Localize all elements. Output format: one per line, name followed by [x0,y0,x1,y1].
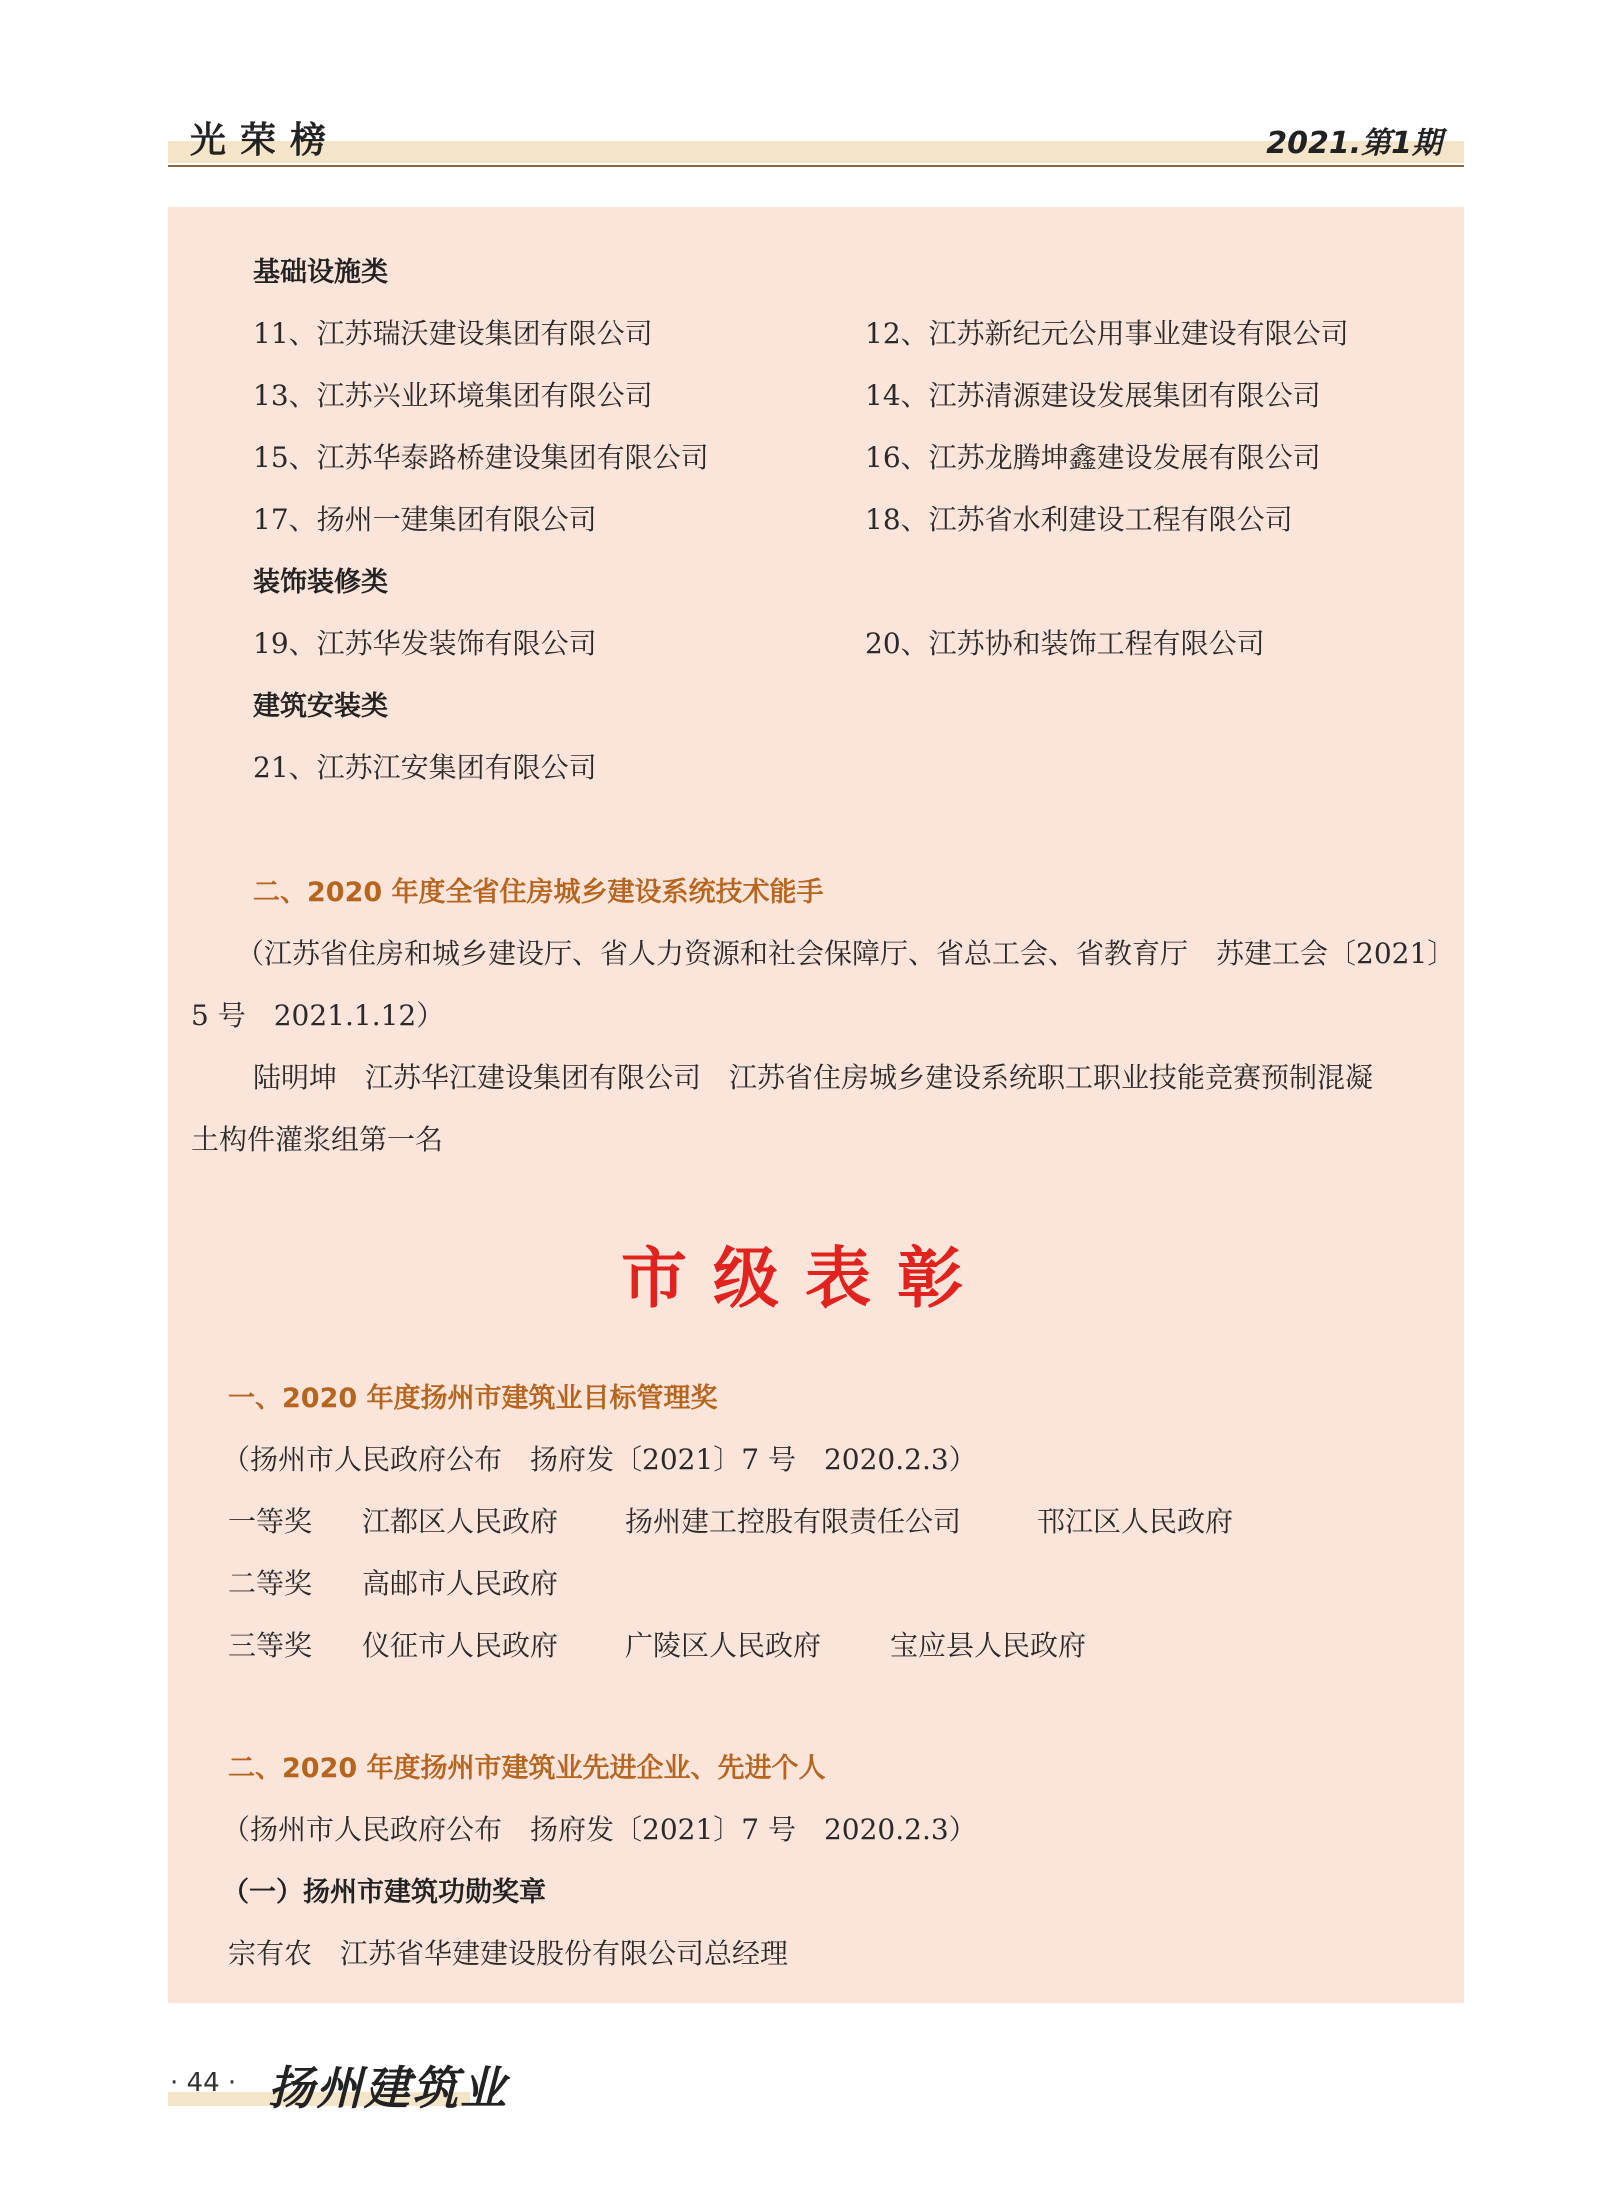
winner-entry-cont: 土构件灌浆组第一名 [191,1123,444,1156]
award-level-second: 二等奖 [228,1567,313,1600]
list-item: 17、扬州一建集团有限公司 [253,503,597,536]
award-level-first: 一等奖 [228,1505,313,1538]
content-panel [168,207,1464,2003]
section-heading-city-2: 二、2020 年度扬州市建筑业先进企业、先进个人 [228,1753,826,1784]
awardee: 江都区人民政府 [362,1505,559,1538]
category-decoration: 装饰装修类 [253,567,388,598]
awardee: 高邮市人民政府 [362,1567,559,1600]
list-item: 14、江苏清源建设发展集团有限公司 [865,379,1321,412]
section-heading-city-1: 一、2020 年度扬州市建筑业目标管理奖 [228,1383,718,1414]
list-item: 18、江苏省水利建设工程有限公司 [865,503,1293,536]
header-rule [168,165,1464,167]
awardee: 扬州建工控股有限责任公司 [625,1505,962,1538]
list-item: 20、江苏协和装饰工程有限公司 [865,627,1265,660]
list-item: 12、江苏新纪元公用事业建设有限公司 [865,317,1349,350]
winner-entry: 陆明坤 江苏华江建设集团有限公司 江苏省住房城乡建设系统职工职业技能竞赛预制混凝 [253,1061,1374,1094]
section-title: 光荣榜 [190,120,341,161]
source-citation: （江苏省住房和城乡建设厅、省人力资源和社会保障厅、省总工会、省教育厅 苏建工会〔2021〕 [236,937,1456,970]
awardee: 广陵区人民政府 [625,1629,822,1662]
list-item: 11、江苏瑞沃建设集团有限公司 [253,317,653,350]
source-citation-cont: 5 号 2021.1.12） [191,999,445,1032]
award-level-third: 三等奖 [228,1629,313,1662]
subsection-heading: （一）扬州市建筑功勋奖章 [222,1877,546,1908]
section-heading-provincial-2: 二、2020 年度全省住房城乡建设系统技术能手 [253,877,824,908]
list-item: 21、江苏江安集团有限公司 [253,751,597,784]
awardee: 仪征市人民政府 [362,1629,559,1662]
page-number: · 44 · [170,2068,237,2098]
list-item: 16、江苏龙腾坤鑫建设发展有限公司 [865,441,1321,474]
category-installation: 建筑安装类 [253,691,388,722]
list-item: 15、江苏华泰路桥建设集团有限公司 [253,441,709,474]
list-item: 19、江苏华发装饰有限公司 [253,627,597,660]
source-citation: （扬州市人民政府公布 扬府发〔2021〕7 号 2020.2.3） [222,1813,977,1846]
city-honors-title: 市级表彰 [621,1239,989,1317]
awardee: 宝应县人民政府 [890,1629,1087,1662]
honoree-entry: 宗有农 江苏省华建建设股份有限公司总经理 [228,1937,789,1970]
magazine-logo: 扬州建筑业 [268,2061,508,2115]
awardee: 邗江区人民政府 [1037,1505,1234,1538]
source-citation: （扬州市人民政府公布 扬府发〔2021〕7 号 2020.2.3） [222,1443,977,1476]
category-infrastructure: 基础设施类 [253,257,388,288]
issue-label: 2021.第1期 [1266,126,1442,161]
list-item: 13、江苏兴业环境集团有限公司 [253,379,653,412]
